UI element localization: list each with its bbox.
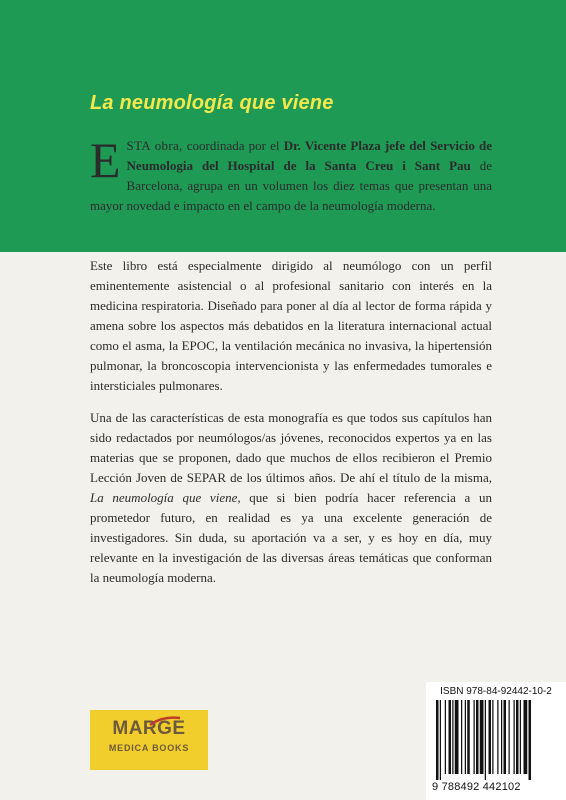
publisher-logo	[90, 710, 208, 770]
body-paragraph-1	[90, 256, 492, 396]
barcode-bar	[440, 700, 441, 780]
ean-digits: 9 788492 442102	[432, 781, 521, 793]
barcode-bar	[497, 700, 498, 774]
barcode-bar	[504, 700, 507, 774]
barcode-bar	[492, 700, 493, 774]
logo-swoosh-icon	[148, 714, 182, 728]
book-title: La neumología que viene	[90, 92, 334, 114]
barcode-bar	[455, 700, 459, 774]
body-paragraph-2	[90, 408, 492, 588]
paragraph-1-text: Este libro está especialmente dirigido al neumólogo con un perfil eminentemente asistencial o al profesional sanitario con interés en la medicina respiratoria. Diseñado para poner al día al lector de forma rápida y amena sobre los aspectos más debatidos en la literatura internacional actual como el asma, la EPOC, la ventilación mecánica no invasiva, la hipertensión pulmonar, la broncoscopia intervencionista y las enfermedades tumorales e intersticiales pulmonares.	[90, 258, 492, 393]
barcode-bar	[501, 700, 502, 774]
drop-cap: E	[90, 132, 121, 188]
barcode-bar	[476, 700, 479, 774]
paragraph-2-italic-title: La neumología que viene,	[90, 490, 241, 505]
barcode-bar	[436, 700, 439, 780]
barcode-bar	[449, 700, 452, 774]
logo-subtitle: MEDICA BOOKS	[108, 743, 190, 753]
barcode-bar	[465, 700, 466, 774]
paragraph-2-text-2: que si bien podría hacer referencia a un prometedor futuro, en realidad es ya una excelente generación de investigadores. Sin duda, su aportación va a ser, y es hoy en día, muy relevante en la investigación de las diversas áreas temáticas que conforman la neumología moderna.	[90, 490, 492, 585]
paragraph-2-text-1: Una de las características de esta monografía es que todos sus capítulos han sido redactados por neumólogos/as jóvenes, reconocidos expertos ya en las materias que se proponen, dado que muchos de ellos recibieron el Premio Lección Joven de SEPAR de los últimos años. De ahí el título de la misma,	[90, 410, 492, 485]
intro-text-1: coordinada por el	[182, 138, 284, 153]
intro-smallcaps: STA obra,	[126, 138, 183, 153]
barcode-bar	[489, 700, 492, 774]
barcode-bar	[480, 700, 484, 774]
intro-author-bold: Dr. Vicente Plaza jefe del Servicio de Neumologia del Hospital de la Santa Creu i Sant Pau	[126, 138, 492, 173]
barcode-bar	[514, 700, 515, 774]
intro-text-2: de Barcelona, agrupa en un volumen los diez temas que presentan una mayor novedad e impacto en el campo de la neumología moderna.	[90, 158, 492, 213]
barcode-bar	[461, 700, 462, 774]
barcode-bar	[516, 700, 519, 774]
barcode-bar	[467, 700, 470, 774]
barcode-icon	[436, 700, 560, 780]
barcode-bar	[529, 700, 532, 780]
barcode-bar	[485, 700, 486, 780]
barcode-bar	[524, 700, 528, 774]
intro-paragraph	[90, 132, 492, 216]
barcode-bar	[474, 700, 475, 774]
barcode-bar	[445, 700, 446, 774]
barcode-bar	[520, 700, 521, 774]
barcode-bar	[452, 700, 453, 774]
logo-wordmark: MARGE	[112, 718, 186, 739]
barcode-bar	[509, 700, 510, 774]
isbn-number: ISBN 978-84-92442-10-2	[440, 686, 552, 697]
